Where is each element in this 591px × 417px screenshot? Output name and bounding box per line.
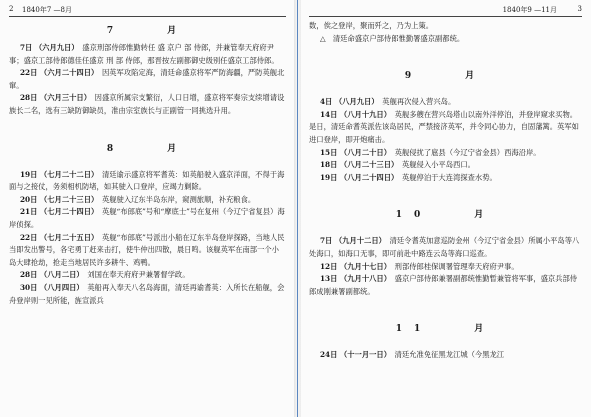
entry-date: 20日 （七月二十三日） xyxy=(19,194,95,204)
triangle-marker: △ xyxy=(319,33,326,43)
entry-date: 19日 （七月二十二日） xyxy=(19,169,95,179)
entry xyxy=(9,194,286,207)
entry-date: 7日 （六月九日） xyxy=(19,43,75,52)
entry-date: 22日 （七月二十五日） xyxy=(19,232,95,242)
entry-date: 4日 （八月九日） xyxy=(319,97,375,107)
entry xyxy=(9,206,286,231)
entry xyxy=(9,169,286,194)
entry xyxy=(309,33,582,46)
entry-date: 28日 （八月二日） xyxy=(19,270,81,280)
entry xyxy=(309,261,582,274)
entry-date: 13日 （九月十八日） xyxy=(319,274,388,284)
entry-date: 19日 （八月二十四日） xyxy=(319,172,395,182)
month-heading: 11 月 xyxy=(395,324,496,335)
entry-text: 英舰侵入小平岛西口。 xyxy=(401,160,475,170)
continuation-text: 数，俟之登岸，聚而歼之，乃为上策。 xyxy=(309,21,434,30)
entry xyxy=(9,92,286,117)
entry-date: 28日 （六月三十日） xyxy=(19,93,88,103)
entry xyxy=(309,172,582,185)
entry-text: 因英军攻陷定海，清廷命盛京将军严防海疆，严防英舰北窜。 xyxy=(9,68,285,90)
entry-date: 14日 （八月十九日） xyxy=(319,109,388,119)
left-page-header xyxy=(0,3,294,17)
entry xyxy=(9,42,286,67)
entry-text: 刑部侍郎桂保调署管理奉天府府尹事。 xyxy=(394,261,519,271)
month-heading: 8 月 xyxy=(106,143,189,154)
entry xyxy=(9,232,286,270)
header-rule xyxy=(309,16,582,17)
page-number: 2 xyxy=(9,5,14,13)
entry-text: 盛京刑部侍郎惟勤转任 盛 京户 部 侍郎，并兼管奉天府府尹事；盛京工部侍郎德佳任盛京 刑 部 侍郎，那晋按左副都御史级别任盛京工部侍郎。 xyxy=(9,43,279,65)
entry xyxy=(309,273,582,298)
entry xyxy=(309,147,582,160)
entry-text: 英舰停泊于大连湾探查水势。 xyxy=(401,172,497,182)
running-head: 1840年9 —11月 xyxy=(502,6,557,14)
entry-text: 英舰多艘在营兴岛塔山以南外洋停泊，并登岸窥求买物。是日，清廷命耆英派佐该岛居民，严禁接济英军，并令同心协力，自固藩篱。英军如进口登岸，即开炮痛击。 xyxy=(309,109,579,144)
entry xyxy=(309,159,582,172)
right-page-body xyxy=(309,20,582,362)
entry xyxy=(309,96,582,109)
entry-date: 30日 （八月四日） xyxy=(19,282,81,292)
month-heading: 7 月 xyxy=(106,26,189,36)
entry xyxy=(309,349,582,362)
entry-date: 15日 （八月二十日） xyxy=(319,147,388,157)
entry xyxy=(309,109,582,147)
entry-text: 英舰侵扰了扈县（今辽宁省金县）西海沿岸。 xyxy=(394,147,541,157)
entry-text: 清廷允准免征黑龙江城（今黑龙江 xyxy=(394,350,505,360)
entry xyxy=(9,67,286,92)
entry xyxy=(309,235,582,260)
entry-date: 7日 （九月十二日） xyxy=(319,236,383,246)
right-page-header xyxy=(301,3,591,17)
page-number: 3 xyxy=(577,5,582,13)
entry-text: 英舰“布郎底”号派出小船在辽东半岛登岸探路，当地人民当即发出警号，各宅勇丁赶来击打，使牛仲出四散，晨日鸣。该舰英军在南部一个小岛大肆抢劫，抢走当地居民许多耕牛、鸡鸭。 xyxy=(9,232,285,267)
entry-text: 刘国在奉天府府尹兼署督学政。 xyxy=(87,270,190,280)
entry-text: 清廷令耆英加意巡防金州（今辽宁省金县）所属小平岛等八处海口，如海口无事，即可前赴中路连云岛等海口巡查。 xyxy=(309,236,580,258)
running-head: 1840年7 —8月 xyxy=(22,6,72,14)
entry-text: 清廷命盛京户部侍郎惟勤署盛京副都统。 xyxy=(332,33,465,43)
entry-date: 12日 （九月十七日） xyxy=(319,261,388,271)
entry-text: 英舰“布郎底”号和“摩底士”号在复州（今辽宁省复县）海岸侦探。 xyxy=(9,207,285,229)
entry xyxy=(9,282,286,307)
entry-text: 因盛京所属宗支繁衍，人口日增，盛京将军奏宗支续增请设族长二名，选有三缺防御缺员，准由宗室族长与正副管一同挑选升用。 xyxy=(9,93,285,115)
gutter-line xyxy=(297,0,298,417)
entry xyxy=(9,269,286,282)
entry-date: 22日 （六月二十四日） xyxy=(19,68,95,78)
entry-text: 英舰驶入辽东半岛东岸，窥测旅顺，补充粮食。 xyxy=(101,194,256,204)
header-rule xyxy=(9,16,286,17)
entry-date: 18日 （八月二十三日） xyxy=(319,160,395,170)
right-page xyxy=(301,0,591,417)
entry-text: 英船再入奉天八名岛海面，清廷再谕耆英：入所长在船舰，会舟登岸则一见所能，旌宣派兵 xyxy=(9,282,285,305)
left-page-body xyxy=(9,20,286,307)
left-page xyxy=(0,0,294,417)
entry-text: 英舰再次侵入营兴岛。 xyxy=(382,97,456,107)
entry-date: 21日 （七月二十四日） xyxy=(19,207,95,217)
entry-text: 盛京户部侍郎兼署副都统惟勤暂兼管将军事，盛京兵部侍郎成刚兼署副都统。 xyxy=(309,274,578,296)
entry-text: 清廷谕示盛京将军耆英：如英船驶入盛京洋面，不得于海面与之接仗，务须相机防堵，如其驶入口登岸，应竭力剿除。 xyxy=(9,169,285,192)
month-heading: 9 月 xyxy=(404,71,487,82)
month-heading: 10 月 xyxy=(395,210,496,221)
entry-date: 24日 （十一月一日） xyxy=(319,350,388,360)
